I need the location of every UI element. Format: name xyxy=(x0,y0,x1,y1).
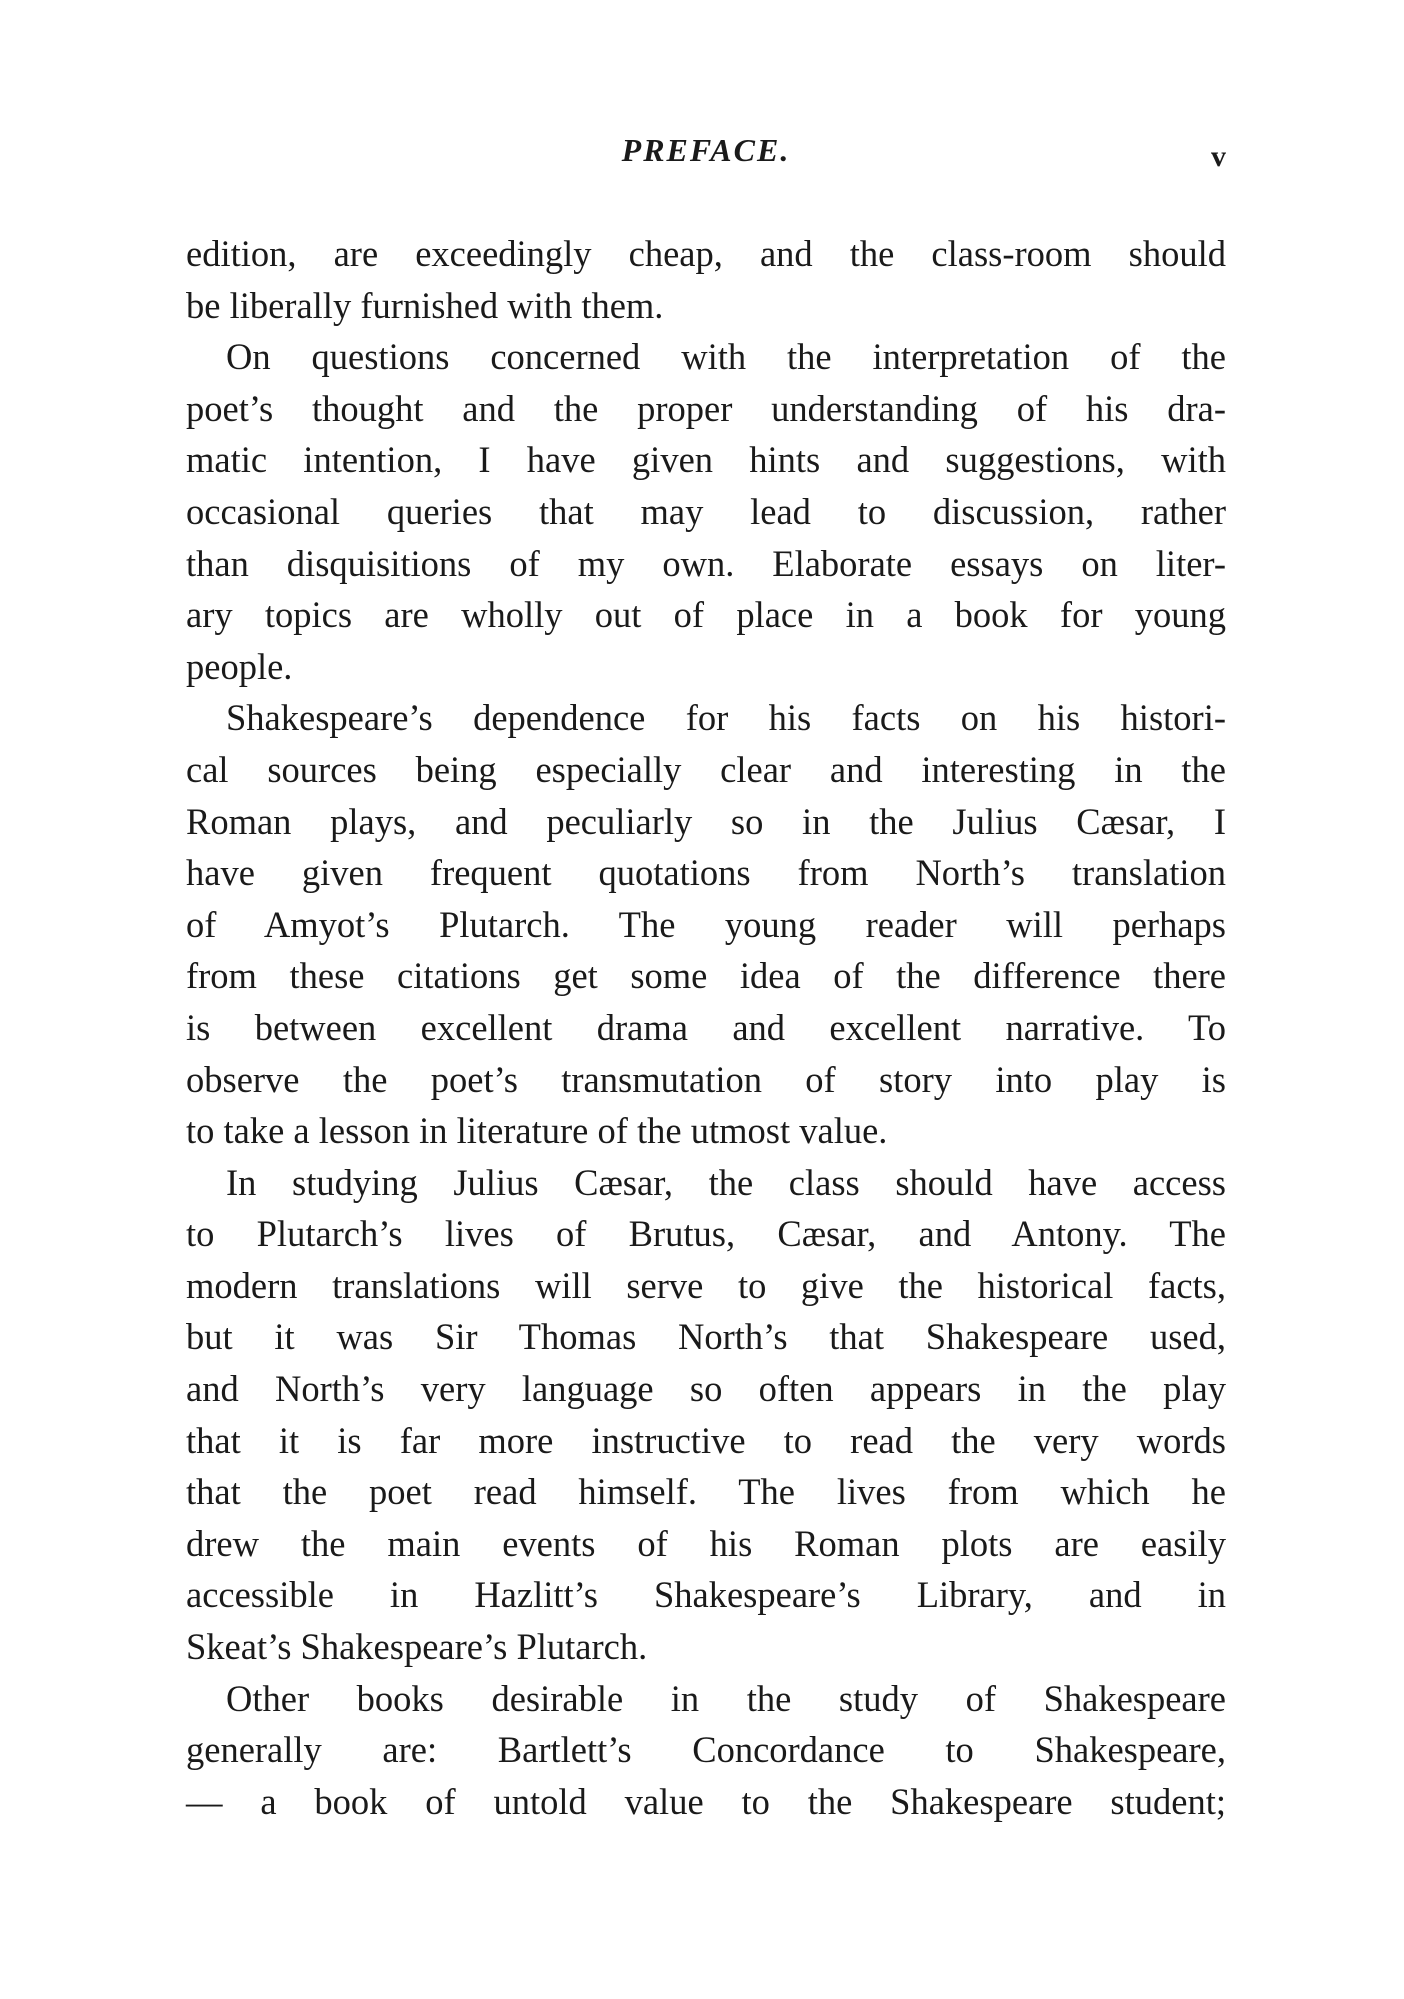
text-line: edition, are exceedingly cheap, and the class-room should xyxy=(186,233,1226,274)
page-header xyxy=(186,132,1226,182)
text-line: people. xyxy=(186,645,293,687)
text-line: have given frequent quotations from North’s translation xyxy=(186,852,1226,894)
text-line: generally are: Bartlett’s Concordance to Shakespeare, xyxy=(186,1729,1226,1771)
text-line: modern translations will serve to give the historical facts, xyxy=(186,1264,1226,1306)
text-line: Other books desirable in the study of Shakespeare xyxy=(226,1677,1226,1719)
running-title: PREFACE. xyxy=(621,132,791,168)
page-number: v xyxy=(1211,140,1226,173)
text-line: Roman plays, and peculiarly so in the Julius Cæsar, I xyxy=(186,800,1226,842)
text-line: is between excellent drama and excellent narrative. To xyxy=(186,1006,1226,1048)
text-line: On questions concerned with the interpretation of the xyxy=(226,336,1226,378)
text-line: occasional queries that may lead to discussion, rather xyxy=(186,490,1226,532)
text-line: from these citations get some idea of the difference there xyxy=(186,955,1226,997)
text-line: In studying Julius Cæsar, the class should have access xyxy=(226,1161,1226,1203)
text-line: to Plutarch’s lives of Brutus, Cæsar, and Antony. The xyxy=(186,1213,1226,1255)
text-line: but it was Sir Thomas North’s that Shakespeare used, xyxy=(186,1316,1226,1358)
text-line: and North’s very language so often appears in the play xyxy=(186,1368,1226,1410)
text-line: be liberally furnished with them. xyxy=(186,284,664,326)
text-line: ary topics are wholly out of place in a book for young xyxy=(186,594,1226,636)
text-line: that it is far more instructive to read the very words xyxy=(186,1419,1226,1461)
text-line: observe the poet’s transmutation of story into play is xyxy=(186,1058,1226,1100)
text-line: matic intention, I have given hints and suggestions, with xyxy=(186,439,1226,481)
text-line: poet’s thought and the proper understanding of his dra- xyxy=(186,387,1226,429)
text-line: of Amyot’s Plutarch. The young reader will perhaps xyxy=(186,903,1226,945)
text-line: Skeat’s Shakespeare’s Plutarch. xyxy=(186,1626,648,1668)
text-line: — a book of untold value to the Shakespeare student; xyxy=(186,1780,1226,1822)
text-line: than disquisitions of my own. Elaborate essays on liter- xyxy=(186,542,1226,584)
text-line: to take a lesson in literature of the utmost value. xyxy=(186,1110,888,1152)
text-line: cal sources being especially clear and interesting in the xyxy=(186,748,1226,790)
text-line: that the poet read himself. The lives from which he xyxy=(186,1471,1226,1513)
body-text xyxy=(186,228,1226,1827)
text-line: Shakespeare’s dependence for his facts on his histori- xyxy=(226,697,1226,739)
text-line: accessible in Hazlitt’s Shakespeare’s Library, and in xyxy=(186,1574,1226,1616)
text-line: drew the main events of his Roman plots are easily xyxy=(186,1522,1226,1564)
